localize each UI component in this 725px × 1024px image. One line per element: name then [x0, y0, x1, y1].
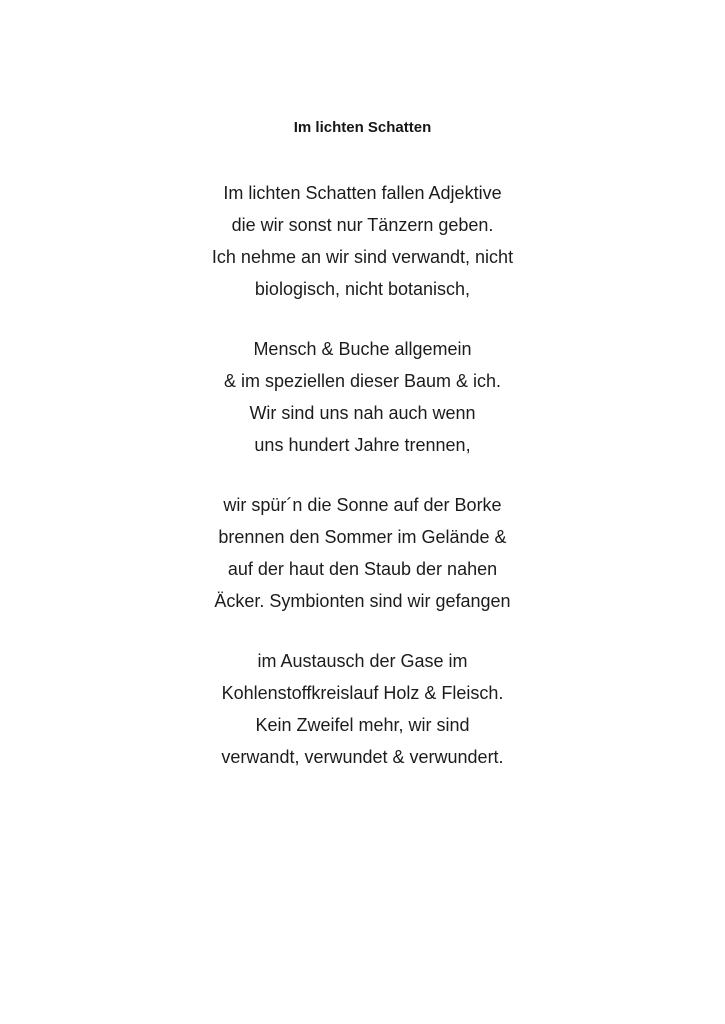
poem-line: Äcker. Symbionten sind wir gefangen	[214, 591, 511, 611]
poem-line: Wir sind uns nah auch wenn	[249, 403, 476, 423]
poem-title: Im lichten Schatten	[293, 119, 432, 136]
stanza-4	[0, 645, 725, 773]
poem-line: im Austausch der Gase im	[257, 651, 468, 671]
poem-line: Ich nehme an wir sind verwandt, nicht	[211, 247, 514, 267]
poem-line: biologisch, nicht botanisch,	[254, 279, 471, 299]
poem-line: verwandt, verwundet & verwundert.	[221, 747, 504, 767]
poem-line: Im lichten Schatten fallen Adjektive	[223, 183, 502, 203]
poem-line: Kohlenstoffkreislauf Holz & Fleisch.	[221, 683, 504, 703]
stanza-3	[0, 489, 725, 617]
poem-line: die wir sonst nur Tänzern geben.	[231, 215, 494, 235]
poem-line: auf der haut den Staub der nahen	[227, 559, 498, 579]
poem-body	[0, 177, 725, 773]
poem-line: & im speziellen dieser Baum & ich.	[223, 371, 502, 391]
poem-line: uns hundert Jahre trennen,	[254, 435, 471, 455]
poem-line: brennen den Sommer im Gelände &	[218, 527, 507, 547]
poem-line: Mensch & Buche allgemein	[253, 339, 472, 359]
stanza-2	[0, 333, 725, 461]
poem-line: Kein Zweifel mehr, wir sind	[255, 715, 470, 735]
stanza-1	[0, 177, 725, 305]
poem-line: wir spür´n die Sonne auf der Borke	[223, 495, 502, 515]
